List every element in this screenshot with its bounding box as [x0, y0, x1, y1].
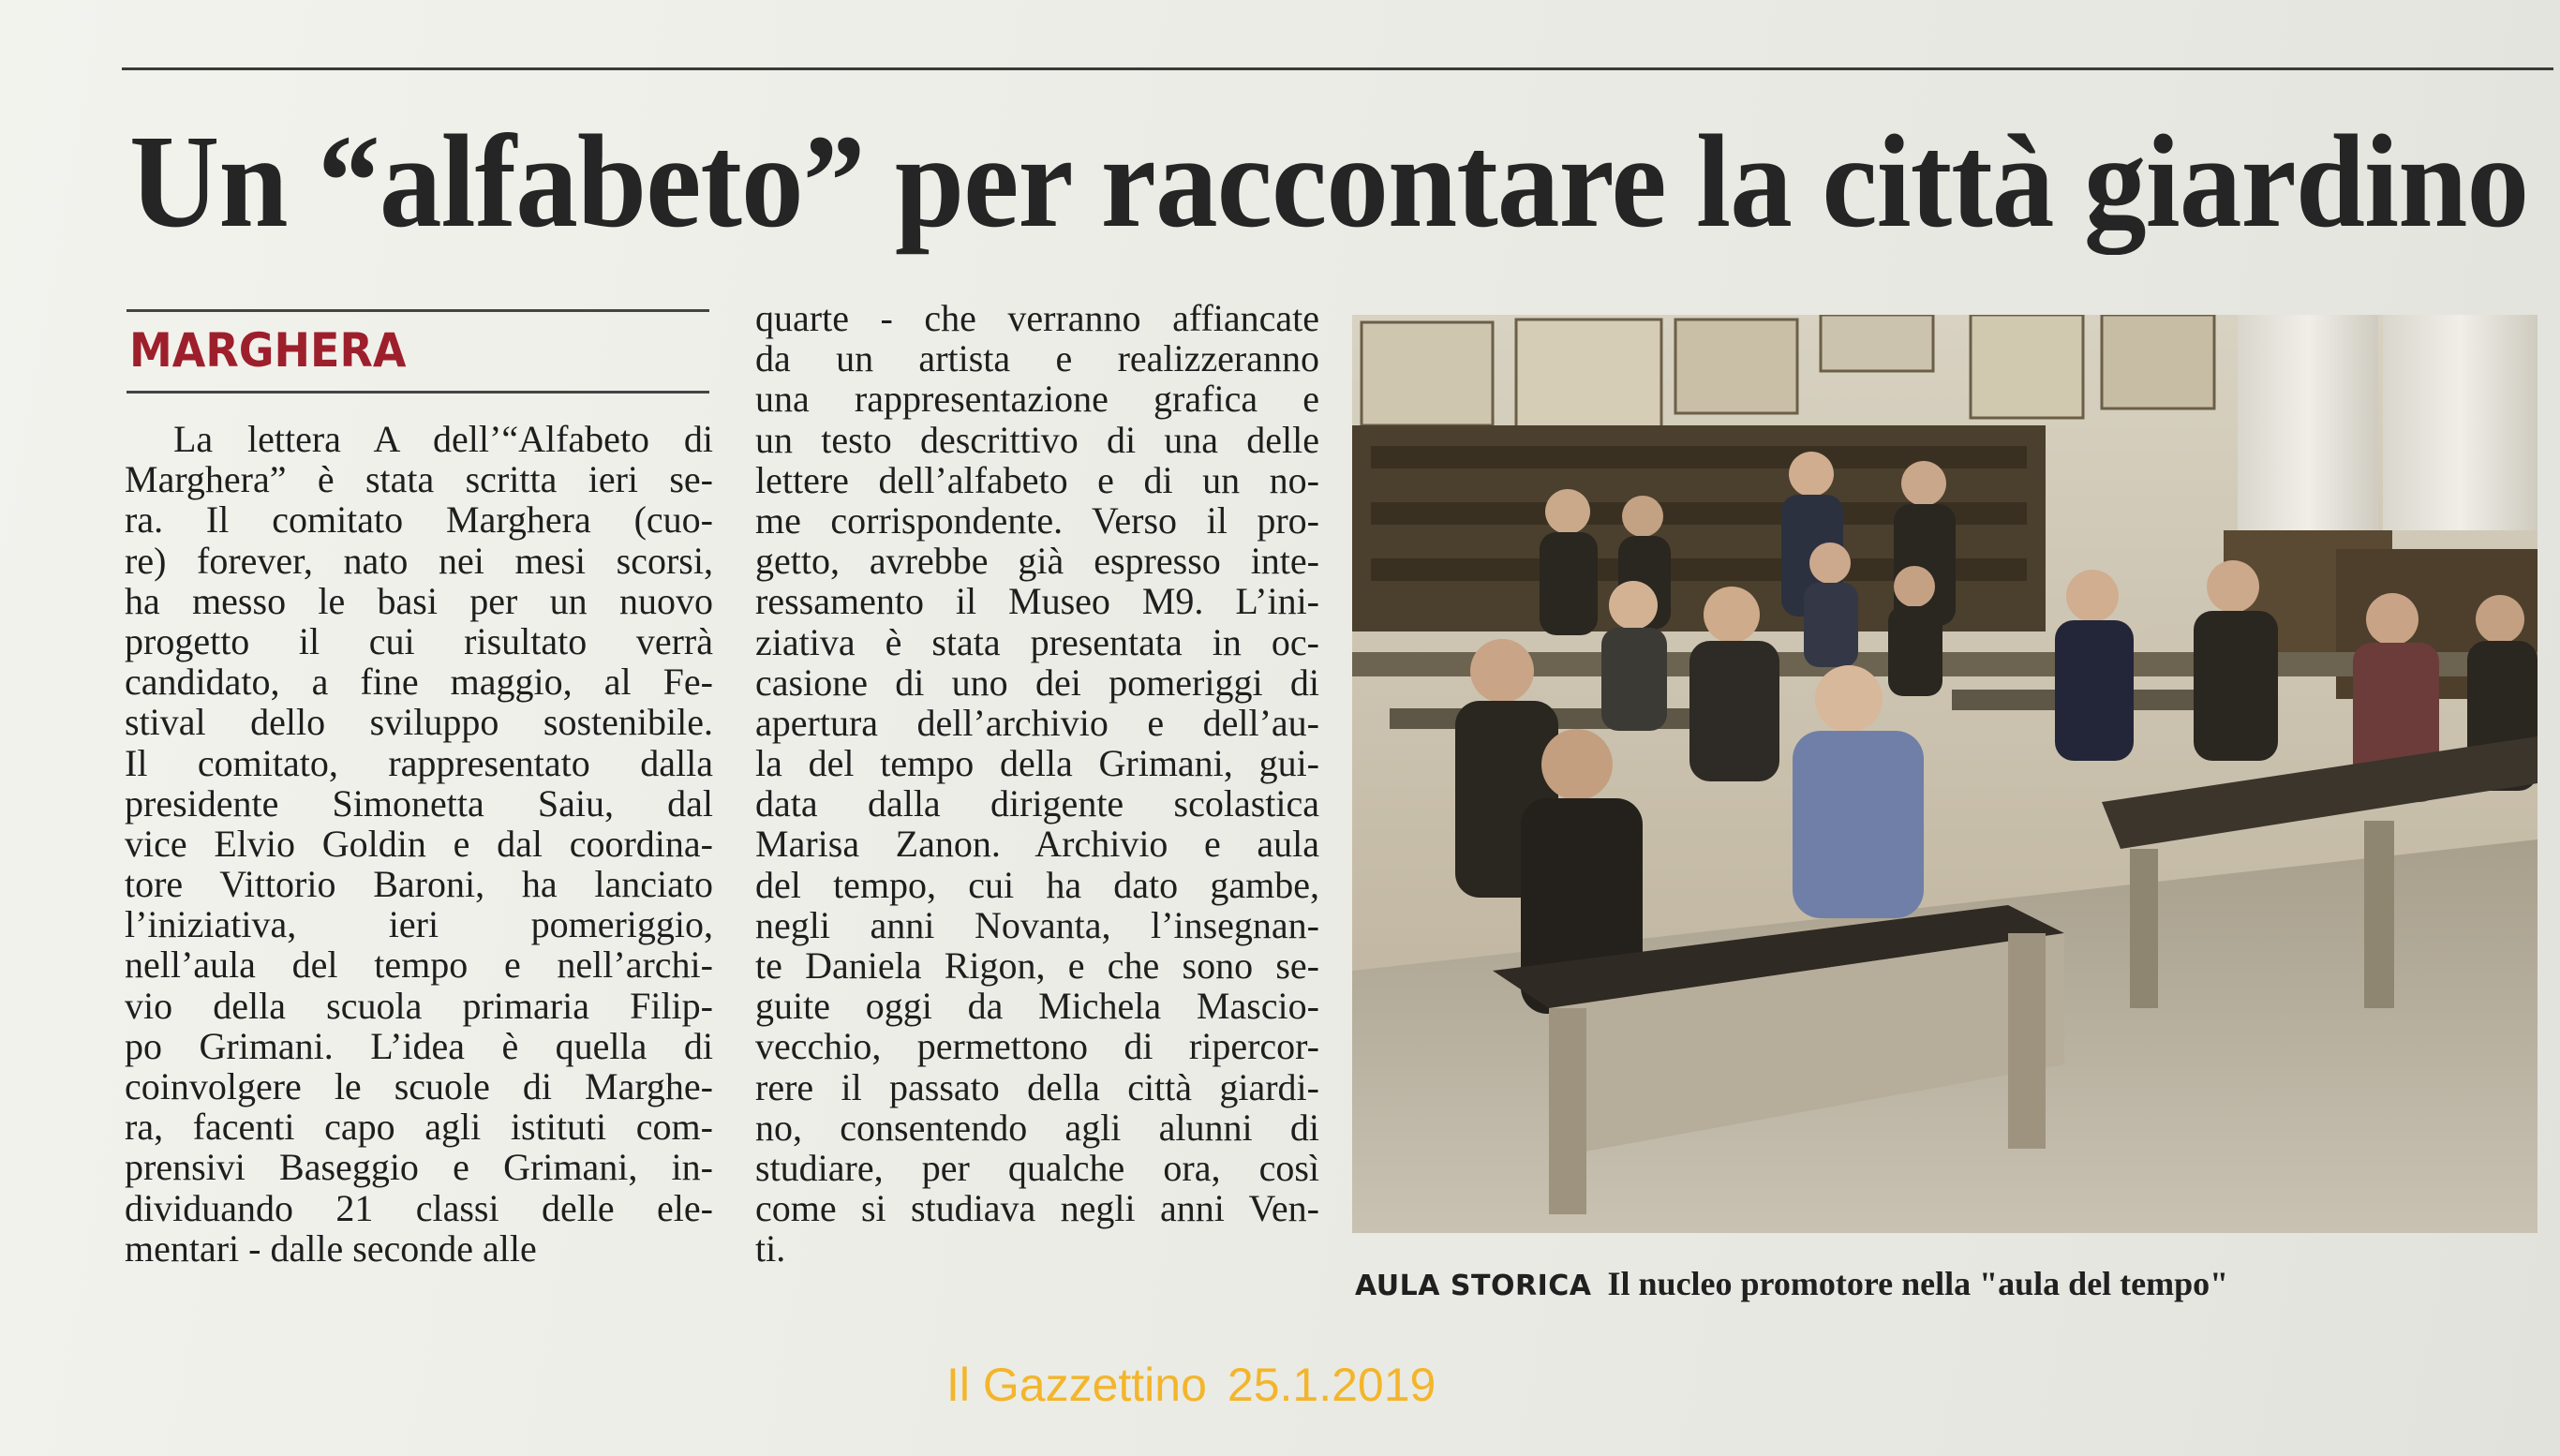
- photo-illustration: [1352, 315, 2538, 1233]
- article-line: Marghera” è stata scritta ieri se-: [125, 458, 713, 501]
- section-kicker: MARGHERA: [129, 323, 407, 378]
- article-line: ti.: [755, 1227, 786, 1270]
- article-line: come si studiava negli anni Ven-: [755, 1187, 1319, 1230]
- caption-text: Il nucleo promotore nella "aula del tempo": [1607, 1265, 2229, 1302]
- classroom-photo: [1352, 315, 2538, 1233]
- article-line: no, consentendo agli alunni di: [755, 1106, 1319, 1149]
- article-line: ra, facenti capo agli istituti com-: [125, 1106, 713, 1149]
- article-column-2: [755, 298, 1319, 1270]
- kicker-rule-bottom: [127, 391, 709, 394]
- top-rule: [122, 67, 2553, 70]
- article-line: ziativa è stata presentata in oc-: [755, 620, 1319, 663]
- article-line: candidato, a fine maggio, al Fe-: [125, 661, 713, 704]
- article-line: mentari - dalle seconde alle: [125, 1226, 537, 1270]
- article-line: guite oggi da Michela Mascio-: [755, 985, 1319, 1028]
- kicker-rule-top: [127, 309, 709, 312]
- article-line: ra. Il comitato Marghera (cuo-: [125, 498, 713, 542]
- article-line: La lettera A dell’“Alfabeto di: [173, 418, 713, 460]
- article-line: quarte - che verranno affiancate: [755, 297, 1319, 339]
- article-line: negli anni Novanta, l’insegnan-: [755, 903, 1319, 946]
- article-line: te Daniela Rigon, e che sono se-: [755, 944, 1319, 987]
- article-line: ha messo le basi per un nuovo: [125, 579, 713, 622]
- article-line: Marisa Zanon. Archivio e aula: [755, 823, 1319, 866]
- article-line: lettere dell’alfabeto e di un no-: [755, 458, 1319, 501]
- article-line: vecchio, permettono di ripercor-: [755, 1025, 1319, 1068]
- article-line: vio della scuola primaria Filip-: [125, 984, 713, 1027]
- article-line: vice Elvio Goldin e dal coordina-: [125, 822, 713, 865]
- article-line: da un artista e realizzeranno: [755, 337, 1319, 380]
- article-line: casione di uno dei pomeriggi di: [755, 661, 1319, 704]
- article-line: una rappresentazione grafica e: [755, 378, 1319, 421]
- article-line: progetto il cui risultato verrà: [125, 619, 713, 662]
- article-line: tore Vittorio Baroni, ha lanciato: [125, 863, 713, 906]
- article-line: dividuando 21 classi delle ele-: [125, 1186, 713, 1229]
- caption-tag: AULA STORICA: [1355, 1270, 1592, 1302]
- headline: Un “alfabeto” per raccontare la città giardino: [129, 107, 2529, 255]
- article-line: l’iniziativa, ieri pomeriggio,: [125, 903, 713, 946]
- article-line: presidente Simonetta Saiu, dal: [125, 781, 713, 825]
- article-column-1: [125, 419, 713, 1269]
- source-date: 25.1.2019: [1227, 1359, 1436, 1411]
- article-line: nell’aula del tempo e nell’archi-: [125, 943, 713, 987]
- source-newspaper: Il Gazzettino: [946, 1359, 1207, 1411]
- article-line: getto, avrebbe già espresso inte-: [755, 540, 1319, 583]
- article-line: coinvolgere le scuole di Marghe-: [125, 1065, 713, 1107]
- article-line: re) forever, nato nei mesi scorsi,: [125, 539, 713, 582]
- article-line: un testo descrittivo di una delle: [755, 418, 1319, 461]
- article-line: ressamento il Museo M9. L’ini-: [755, 580, 1319, 623]
- article-line: prensivi Baseggio e Grimani, in-: [125, 1146, 713, 1189]
- article-line: data dalla dirigente scolastica: [755, 782, 1319, 825]
- article-line: studiare, per qualche ora, così: [755, 1146, 1319, 1189]
- article-line: Il comitato, rappresentato dalla: [125, 741, 713, 784]
- article-line: la del tempo della Grimani, gui-: [755, 742, 1319, 785]
- article-line: apertura dell’archivio e dell’au-: [755, 701, 1319, 744]
- source-annotation: [946, 1357, 1436, 1413]
- article-line: del tempo, cui ha dato gambe,: [755, 863, 1319, 906]
- article-line: po Grimani. L’idea è quella di: [125, 1024, 713, 1067]
- photo-caption: [1355, 1263, 2228, 1307]
- article-line: rere il passato della città giardi-: [755, 1065, 1319, 1108]
- article-line: me corrispondente. Verso il pro-: [755, 498, 1319, 542]
- article-line: stival dello sviluppo sostenibile.: [125, 701, 713, 744]
